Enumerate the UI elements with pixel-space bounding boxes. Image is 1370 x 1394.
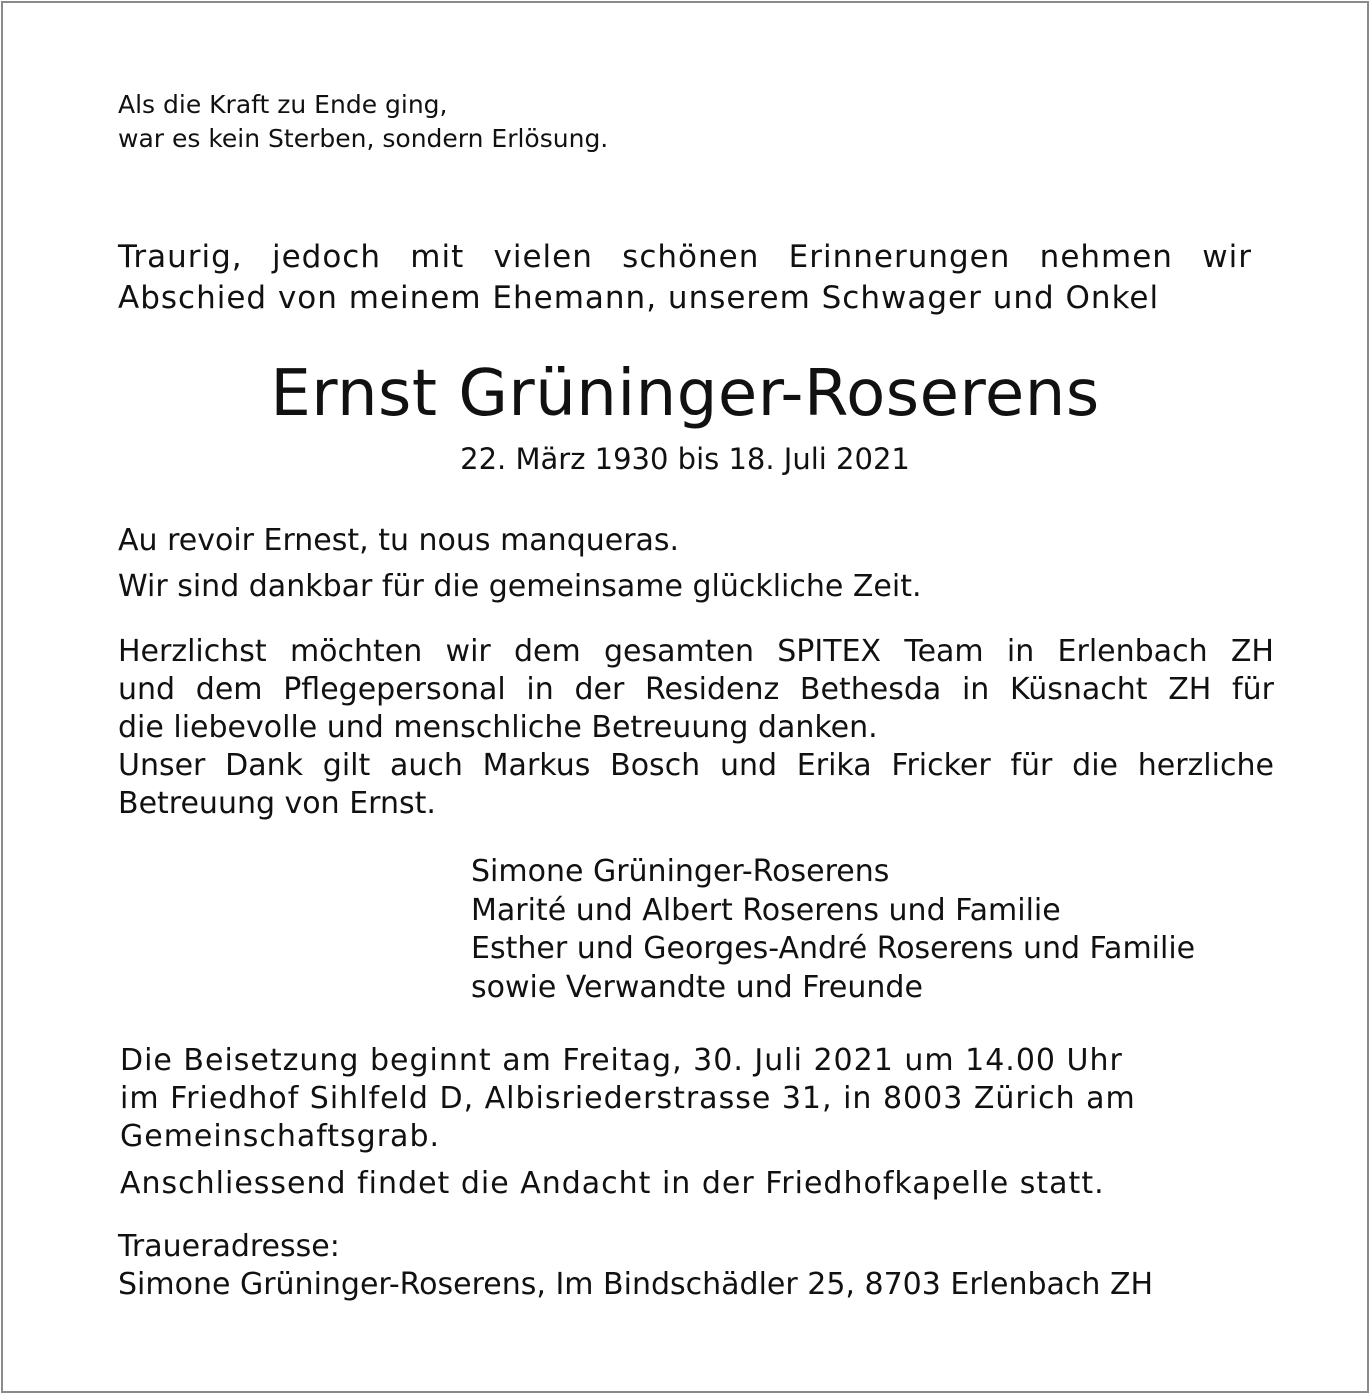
motto-verse xyxy=(118,88,608,156)
intro-line-2: Abschied von meinem Ehemann, unserem Schwager und Onkel xyxy=(118,280,1160,316)
signer: Esther und Georges-André Roserens und Familie xyxy=(471,931,1196,966)
farewell-line-2: Wir sind dankbar für die gemeinsame glückliche Zeit. xyxy=(118,569,922,604)
thanks-word: Pflegepersonal xyxy=(283,672,506,707)
thanks-paragraph xyxy=(118,633,1274,823)
address-label: Traueradresse: xyxy=(118,1229,340,1264)
address-value: Simone Grüninger-Roserens, Im Bindschädler 25, 8703 Erlenbach ZH xyxy=(118,1267,1154,1302)
thanks-word: und xyxy=(118,672,176,707)
thanks-word: für xyxy=(1232,672,1274,707)
thanks-word: Fricker xyxy=(891,748,991,783)
deceased-name: Ernst Grüninger-Roserens xyxy=(270,357,1100,431)
thanks-word: für xyxy=(1010,748,1053,783)
intro-word: jedoch xyxy=(271,239,381,275)
thanks-word: herzliche xyxy=(1137,748,1274,783)
thanks-word: Dank xyxy=(225,748,304,783)
thanks-word: Markus xyxy=(482,748,591,783)
intro-word: wir xyxy=(1202,239,1252,275)
motto-line-2: war es kein Sterben, sondern Erlösung. xyxy=(118,124,609,153)
signer: Marité und Albert Roserens und Familie xyxy=(471,892,1061,928)
funeral-line-2: im Friedhof Sihlfeld D, Albisriederstrasse 31, in 8003 Zürich am xyxy=(120,1081,1136,1116)
intro-word: Erinnerungen xyxy=(788,239,1011,275)
mourning-address xyxy=(118,1228,1153,1304)
signers-list xyxy=(471,853,1195,1007)
thanks-word: ZH xyxy=(1168,672,1212,707)
thanks-word: Küsnacht xyxy=(1010,672,1148,707)
thanks-word: Erika xyxy=(796,748,872,783)
intro-line-1 xyxy=(118,237,1252,278)
thanks-word: möchten xyxy=(289,634,423,669)
thanks-word: dem xyxy=(195,672,263,707)
thanks-word: und xyxy=(719,748,778,783)
thanks-word: gesamten xyxy=(604,634,754,669)
funeral-details xyxy=(120,1042,1136,1203)
thanks-word: in xyxy=(961,672,990,707)
intro-word: Traurig, xyxy=(118,239,243,275)
intro-word: schönen xyxy=(622,239,760,275)
thanks-word: Erlenbach xyxy=(1057,634,1208,669)
thanks-word: die xyxy=(1072,748,1118,783)
thanks-word: Herzlichst xyxy=(118,634,267,669)
thanks-word: ZH xyxy=(1230,634,1274,669)
thanks-line-5: Betreuung von Ernst. xyxy=(118,786,436,821)
intro-word: mit xyxy=(410,239,465,275)
life-dates: 22. März 1930 bis 18. Juli 2021 xyxy=(460,442,910,476)
thanks-word: in xyxy=(526,672,554,707)
intro-word: vielen xyxy=(493,239,593,275)
farewell-line-1: Au revoir Ernest, tu nous manqueras. xyxy=(118,523,680,558)
thanks-word: in xyxy=(1006,634,1035,669)
signer: Simone Grüninger-Roserens xyxy=(471,854,890,889)
thanks-word: Residenz xyxy=(645,672,780,707)
farewell-text xyxy=(118,518,922,610)
intro-word: nehmen xyxy=(1039,239,1173,275)
thanks-line-2 xyxy=(118,671,1274,709)
thanks-word: auch xyxy=(390,748,463,783)
funeral-line-3: Gemeinschaftsgrab. xyxy=(120,1119,441,1154)
thanks-word: Bethesda xyxy=(799,672,942,707)
thanks-word: gilt xyxy=(322,748,371,783)
thanks-line-4 xyxy=(118,747,1274,785)
intro-paragraph xyxy=(118,237,1252,319)
thanks-word: Bosch xyxy=(610,748,701,783)
thanks-word: der xyxy=(574,672,625,707)
thanks-line-3: die liebevolle und menschliche Betreuung danken. xyxy=(118,710,878,745)
thanks-word: Unser xyxy=(118,748,206,783)
funeral-line-4: Anschliessend findet die Andacht in der Friedhofkapelle statt. xyxy=(120,1166,1105,1201)
thanks-word: Team xyxy=(904,634,984,669)
signer: sowie Verwandte und Freunde xyxy=(471,969,923,1005)
thanks-word: dem xyxy=(514,634,581,669)
thanks-word: SPITEX xyxy=(777,634,882,669)
thanks-line-1 xyxy=(118,633,1274,671)
funeral-line-1: Die Beisetzung beginnt am Freitag, 30. Juli 2021 um 14.00 Uhr xyxy=(120,1043,1123,1078)
thanks-word: wir xyxy=(445,634,491,669)
motto-line-1: Als die Kraft zu Ende ging, xyxy=(118,90,448,119)
